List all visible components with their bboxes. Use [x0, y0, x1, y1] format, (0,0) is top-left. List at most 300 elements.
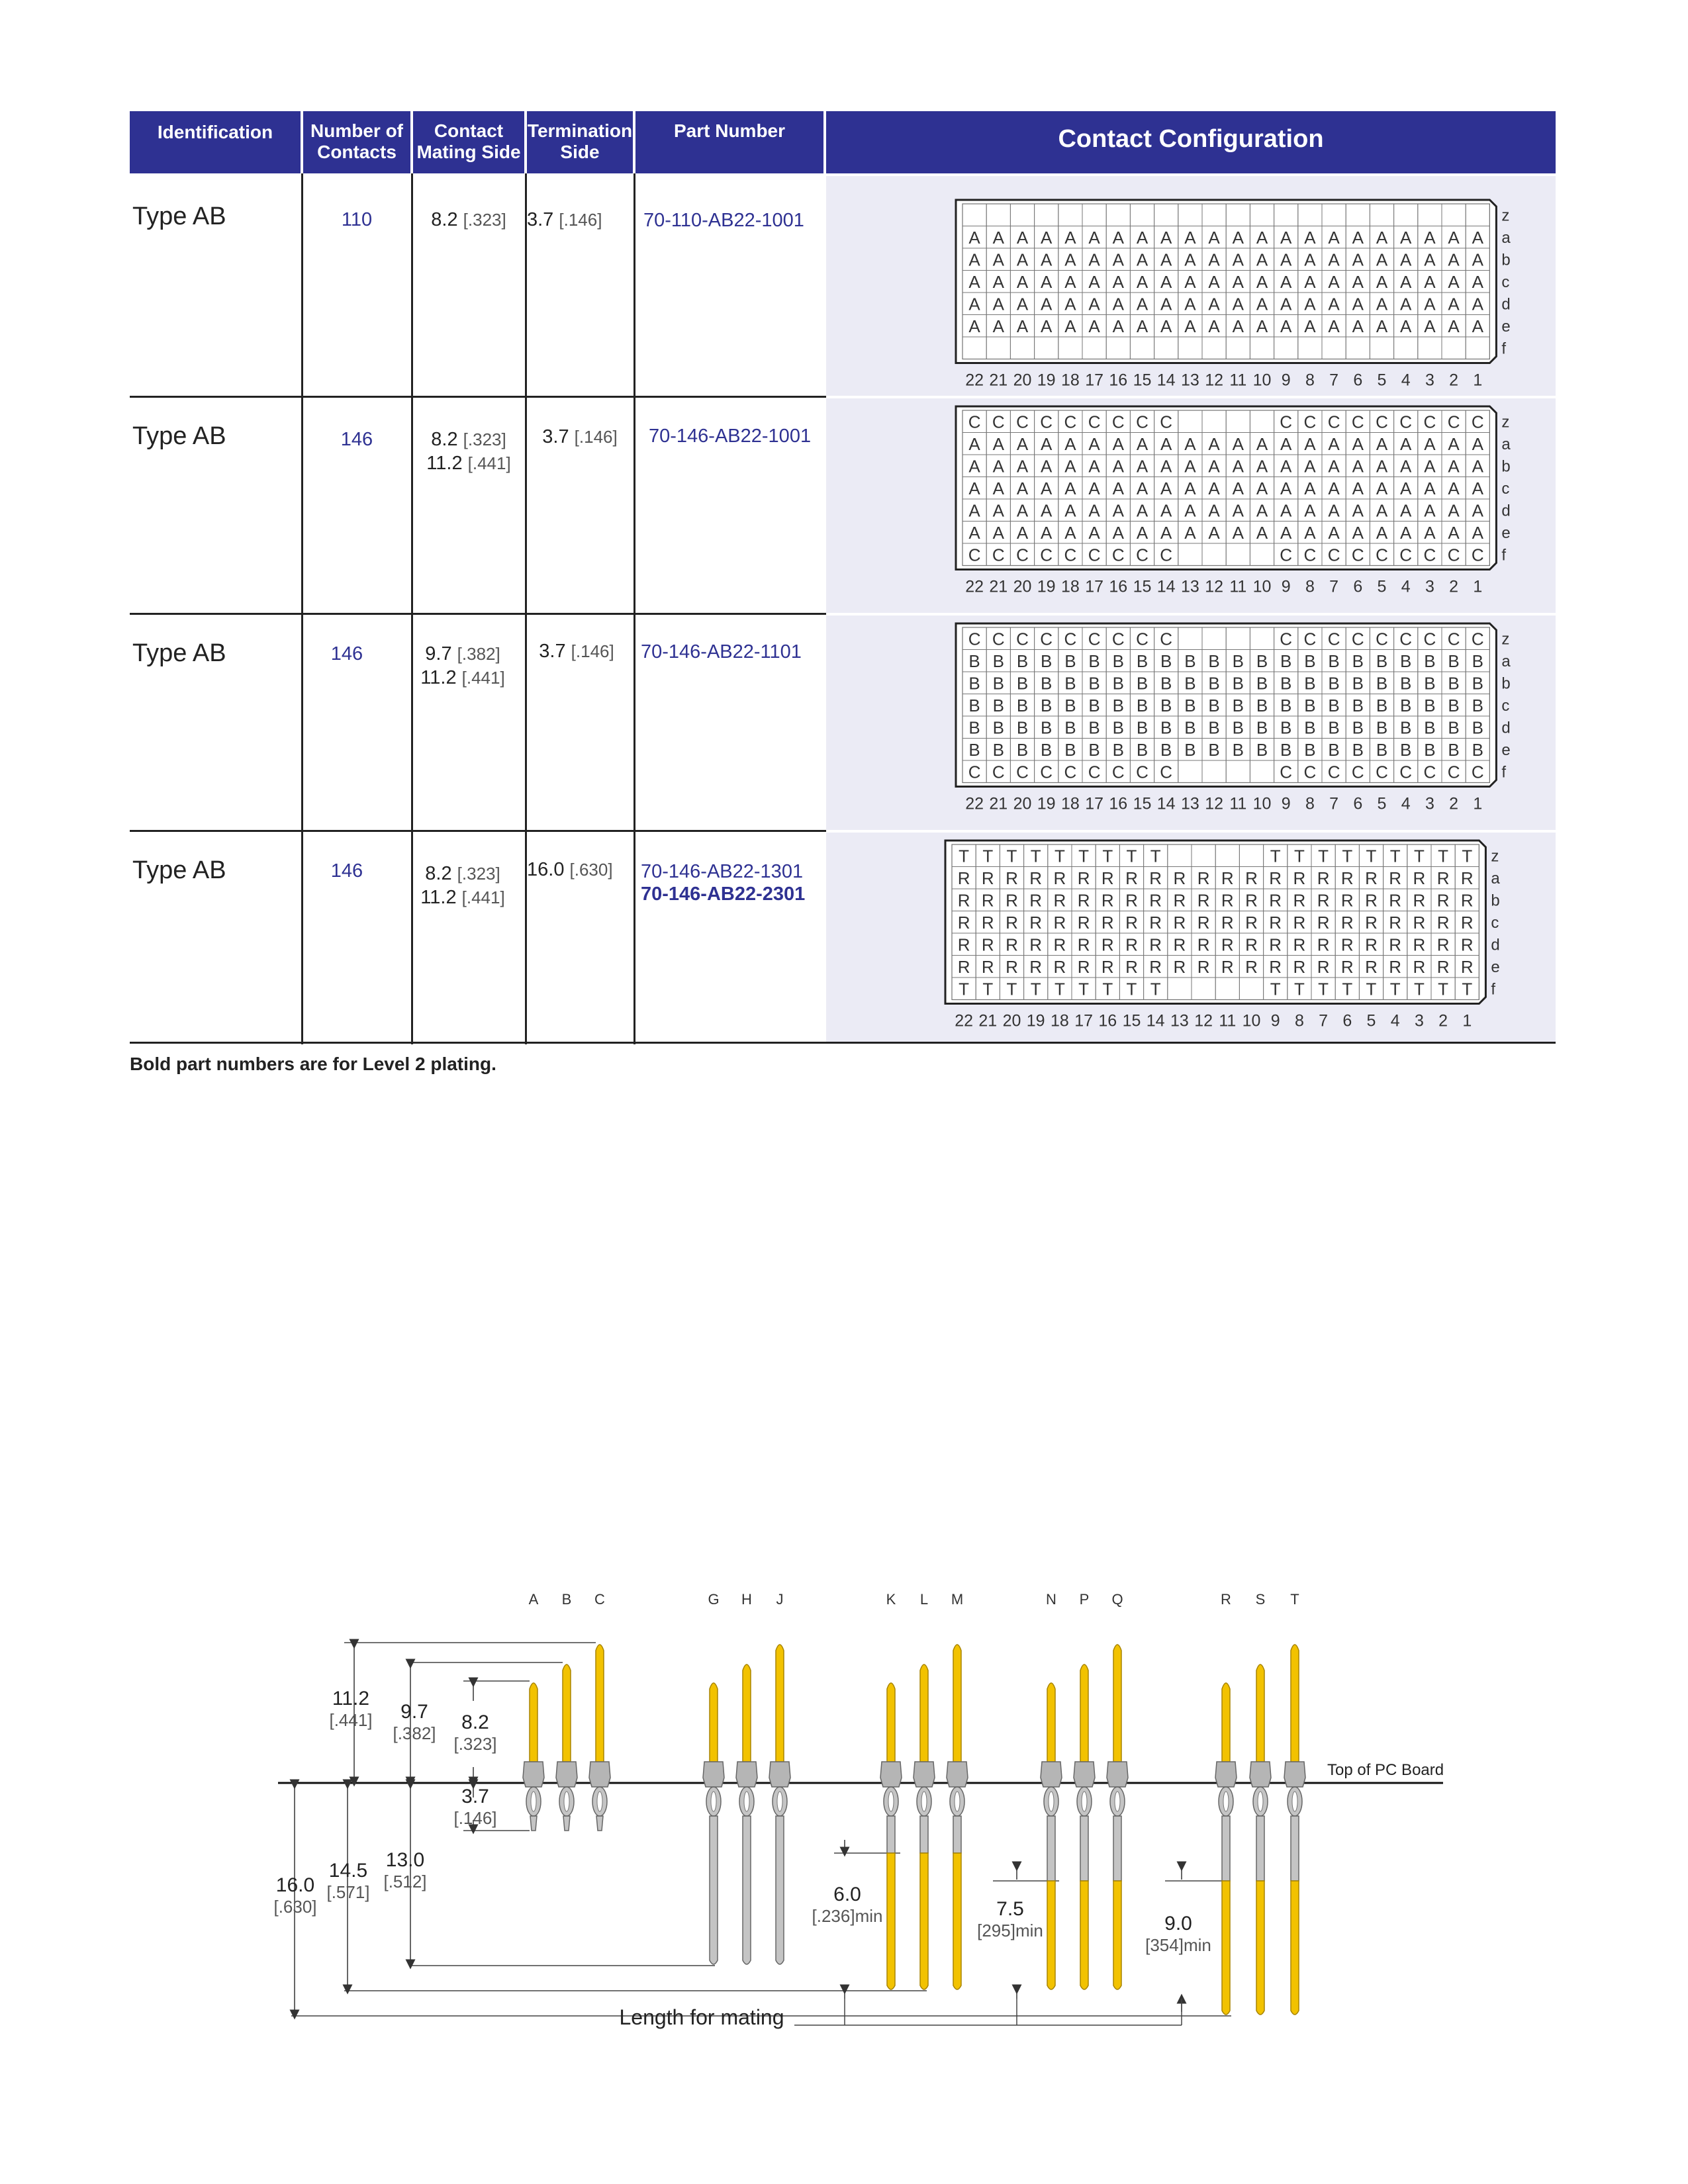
contact-letter: T — [1366, 846, 1377, 866]
part-number-cell — [641, 641, 802, 663]
pin-letter: C — [594, 1591, 605, 1608]
position-number: 5 — [1366, 1011, 1376, 1030]
position-number: 17 — [1085, 794, 1104, 813]
position-number: 8 — [1305, 371, 1315, 390]
contact-letter: B — [1424, 740, 1436, 760]
contact-letter: B — [1112, 696, 1124, 715]
contact-letter: B — [968, 717, 980, 738]
contact-letter: A — [1232, 500, 1244, 521]
contact-letter: R — [981, 957, 994, 977]
contact-letter: T — [1366, 979, 1377, 999]
contact-letter: B — [992, 673, 1004, 694]
contact-letter: B — [1016, 651, 1029, 671]
pin-mating-end — [1113, 1645, 1121, 1762]
pin — [1041, 1683, 1062, 1989]
contact-letter: B — [968, 651, 980, 671]
position-number: 11 — [1229, 371, 1247, 390]
contact-letter: A — [1256, 250, 1268, 270]
inch-value: [.323] — [463, 210, 506, 230]
contact-grid — [826, 398, 1556, 613]
contact-letter: B — [1448, 717, 1460, 738]
contact-letter: A — [1448, 228, 1460, 248]
pin — [556, 1664, 577, 1831]
contact-letter: A — [1136, 478, 1149, 498]
position-number: 4 — [1390, 1011, 1400, 1030]
board-label: Top of PC Board — [1327, 1761, 1444, 1779]
pin-letter: B — [561, 1591, 572, 1608]
contact-letter: A — [1136, 272, 1149, 292]
contact-letter: R — [1149, 913, 1162, 933]
pin — [947, 1645, 968, 1989]
contact-letter: A — [1136, 316, 1149, 336]
pin — [914, 1664, 935, 1989]
contact-letter: T — [959, 846, 970, 866]
contact-letter: B — [992, 651, 1004, 671]
contact-letter: A — [1112, 250, 1124, 270]
contact-letter: T — [1102, 979, 1113, 999]
contact-letter: C — [992, 762, 1005, 782]
pin — [1074, 1664, 1095, 1989]
contact-letter: A — [968, 272, 980, 292]
pin-eye — [531, 1792, 536, 1811]
row-letter: c — [1501, 273, 1510, 291]
position-number: 18 — [1060, 794, 1080, 813]
pin-letter: J — [776, 1591, 784, 1608]
mating-value — [413, 428, 524, 451]
contact-letter: A — [1448, 456, 1460, 477]
dim-7-5-inch: [295]min — [977, 1921, 1043, 1940]
pin-mating-end — [953, 1645, 961, 1762]
contact-letter: B — [968, 673, 980, 694]
position-number: 19 — [1037, 371, 1056, 390]
contact-letter: R — [981, 890, 994, 911]
contact-letter: B — [1041, 717, 1053, 738]
position-number: 3 — [1425, 371, 1434, 390]
contact-letter: A — [1304, 272, 1316, 292]
contact-letter: A — [1352, 316, 1364, 336]
contact-letter: A — [1041, 228, 1053, 248]
contact-letter: A — [1208, 228, 1220, 248]
inch-value: [.323] — [463, 430, 506, 449]
contact-letter: A — [1112, 294, 1124, 314]
position-number: 3 — [1425, 577, 1434, 596]
contact-letter: T — [1126, 979, 1137, 999]
contact-letter: T — [1342, 846, 1353, 866]
contact-letter: A — [1328, 523, 1340, 543]
contact-letter: A — [1472, 228, 1483, 248]
contact-letter: B — [1328, 651, 1340, 671]
contact-letter: A — [1208, 500, 1220, 521]
contact-letter: R — [1317, 957, 1330, 977]
contact-letter: A — [1160, 228, 1172, 248]
contact-letter: B — [1256, 696, 1268, 715]
contact-letter: C — [1376, 629, 1388, 649]
contact-letter: A — [968, 523, 980, 543]
contact-letter: A — [1376, 456, 1388, 477]
pin-tail — [920, 1816, 928, 1853]
contact-letter: A — [1136, 434, 1149, 454]
contact-letter: A — [1400, 316, 1412, 336]
position-number: 15 — [1133, 577, 1152, 596]
contact-letter: A — [1280, 272, 1292, 292]
row-letter: c — [1501, 480, 1510, 498]
contact-letter: R — [1077, 934, 1090, 955]
position-number: 3 — [1425, 794, 1434, 813]
contact-letter: B — [1016, 740, 1029, 760]
position-number: 10 — [1242, 1011, 1261, 1030]
row-letter: f — [1501, 546, 1507, 565]
row-letter: b — [1501, 674, 1511, 693]
config-panel — [826, 615, 1556, 830]
contact-letter: C — [1111, 545, 1125, 565]
inch-value: [.146] — [574, 427, 618, 447]
contact-letter: R — [1245, 957, 1258, 977]
position-number: 6 — [1353, 371, 1363, 390]
part-number-cell — [643, 209, 804, 232]
contact-letter: A — [1376, 434, 1388, 454]
pin-letter: G — [708, 1591, 720, 1608]
contact-letter: C — [1376, 762, 1388, 782]
contact-letter: B — [1424, 673, 1436, 694]
contact-letter: B — [1256, 740, 1268, 760]
pin-letter: S — [1255, 1591, 1266, 1608]
contact-letter: R — [957, 934, 970, 955]
contact-letter: A — [1232, 478, 1244, 498]
pin-tail-gold — [1047, 1881, 1055, 1989]
contact-letter: A — [1064, 228, 1076, 248]
contact-letter: R — [957, 957, 970, 977]
contact-grid — [826, 833, 1556, 1042]
mating-bracket — [794, 1999, 1182, 2025]
contact-letter: A — [1064, 456, 1076, 477]
contact-letter: R — [1389, 913, 1402, 933]
contact-letter: A — [1136, 250, 1149, 270]
row-letter: z — [1501, 206, 1510, 225]
contact-letter: A — [1184, 294, 1196, 314]
contact-letter: A — [1376, 523, 1388, 543]
contact-letter: B — [1352, 717, 1364, 738]
dim-11-2: 11.2 — [332, 1688, 370, 1709]
dim-9-0-inch: [354]min — [1145, 1935, 1211, 1955]
position-number: 18 — [1050, 1011, 1069, 1030]
contact-letter: A — [992, 294, 1004, 314]
contact-letter: A — [1256, 523, 1268, 543]
position-number: 10 — [1252, 794, 1272, 813]
contact-letter: A — [1256, 294, 1268, 314]
mm-value: 9.7 — [425, 643, 452, 664]
position-number: 21 — [989, 371, 1008, 390]
pin-mating-end — [743, 1664, 751, 1762]
contact-letter: T — [1054, 846, 1065, 866]
contact-letter: C — [1160, 412, 1173, 432]
contact-letter: A — [1016, 316, 1029, 336]
contact-letter: T — [1054, 979, 1065, 999]
position-number: 4 — [1401, 577, 1411, 596]
contact-letter: R — [1101, 890, 1114, 911]
mating-value — [413, 451, 524, 475]
pin-body — [1074, 1762, 1095, 1787]
pin-letter: P — [1079, 1591, 1090, 1608]
contact-letter: T — [959, 979, 970, 999]
contact-letter: A — [1232, 523, 1244, 543]
pin — [1250, 1664, 1271, 2015]
position-number: 11 — [1229, 577, 1247, 596]
contact-letter: C — [992, 629, 1005, 649]
contact-letter: A — [1400, 228, 1412, 248]
contact-letter: A — [1064, 434, 1076, 454]
position-number: 1 — [1473, 371, 1483, 390]
inch-value: [.441] — [467, 453, 511, 473]
contact-letter: B — [1160, 696, 1172, 715]
contact-letter: B — [992, 696, 1004, 715]
pin-body — [736, 1762, 757, 1787]
contact-letter: C — [1376, 412, 1388, 432]
contact-letter: R — [1173, 957, 1186, 977]
mm-value: 8.2 — [431, 429, 458, 450]
contact-letter: C — [1064, 545, 1077, 565]
mm-value: 3.7 — [527, 209, 554, 230]
contact-letter: B — [1280, 651, 1292, 671]
contact-letter: A — [968, 478, 980, 498]
contact-letter: A — [1280, 500, 1292, 521]
pin — [1215, 1683, 1237, 2015]
mating-value — [413, 666, 512, 690]
contact-letter: A — [1304, 316, 1316, 336]
contact-letter: A — [1064, 250, 1076, 270]
contact-letter: A — [1328, 250, 1340, 270]
position-number: 14 — [1156, 371, 1176, 390]
contact-letter: C — [968, 762, 981, 782]
contact-letter: R — [1101, 957, 1114, 977]
contact-letter: R — [1293, 913, 1306, 933]
pin-letter: H — [741, 1591, 752, 1608]
contact-letter: A — [1352, 478, 1364, 498]
contact-letter: C — [1423, 412, 1436, 432]
header-contact-mating-side — [413, 111, 524, 173]
pin-body — [914, 1762, 935, 1787]
mating-cell — [413, 428, 524, 475]
contact-letter: A — [1448, 294, 1460, 314]
inch-value: [.382] — [457, 644, 500, 664]
contact-letter: A — [1184, 250, 1196, 270]
contact-letter: A — [1472, 478, 1483, 498]
termination-cell — [527, 639, 626, 663]
contact-letter: B — [1232, 696, 1244, 715]
contact-letter: R — [1245, 890, 1258, 911]
pin-eye — [597, 1792, 602, 1811]
contact-letter: A — [1448, 272, 1460, 292]
contact-letter: B — [1232, 717, 1244, 738]
contact-letter: A — [1448, 250, 1460, 270]
pin-eye — [1049, 1792, 1054, 1811]
contact-letter: A — [1112, 272, 1124, 292]
header-identification: Identification — [130, 111, 301, 173]
contact-letter: R — [1460, 868, 1474, 888]
contact-letter: A — [1208, 272, 1220, 292]
contact-letter: A — [1184, 316, 1196, 336]
contact-letter: B — [1232, 673, 1244, 694]
contact-letter: A — [1304, 250, 1316, 270]
pin-mating-end — [887, 1683, 895, 1762]
position-number: 21 — [989, 794, 1008, 813]
contact-letter: C — [1064, 629, 1077, 649]
contact-letter: A — [1424, 316, 1436, 336]
contact-letter: B — [1088, 696, 1100, 715]
position-number: 10 — [1252, 577, 1272, 596]
contact-letter: R — [1436, 890, 1450, 911]
contact-letter: R — [957, 868, 970, 888]
header-line: Contact — [434, 120, 504, 141]
identification-cell: Type AB — [132, 639, 226, 667]
plating-note: Bold part numbers are for Level 2 plating. — [130, 1054, 496, 1074]
termination-cell — [527, 858, 620, 882]
contact-letter: A — [1064, 316, 1076, 336]
contact-letter: B — [1016, 673, 1029, 694]
pin — [1107, 1645, 1128, 1989]
dim-3-7: 3.7 — [461, 1786, 489, 1807]
table-header — [130, 111, 1556, 173]
contact-letter: R — [1340, 934, 1354, 955]
position-number: 10 — [1252, 371, 1272, 390]
contact-letter: C — [1088, 545, 1101, 565]
mating-value — [413, 886, 512, 909]
contact-letter: A — [1472, 316, 1483, 336]
mm-value: 8.2 — [431, 209, 458, 230]
position-number: 15 — [1122, 1011, 1141, 1030]
contact-letter: B — [1208, 651, 1220, 671]
part-number: 70-146-AB22-1301 — [641, 861, 804, 882]
contact-letter: B — [1256, 651, 1268, 671]
contact-letter: B — [1184, 673, 1196, 694]
contact-letter: A — [1328, 434, 1340, 454]
contact-letter: A — [1041, 294, 1053, 314]
contact-letter: C — [1327, 629, 1340, 649]
contact-letter: A — [1256, 316, 1268, 336]
contact-letter: A — [1472, 434, 1483, 454]
contact-letter: R — [1245, 868, 1258, 888]
position-number: 18 — [1060, 577, 1080, 596]
contact-letter: A — [1472, 500, 1483, 521]
position-number: 3 — [1414, 1011, 1424, 1030]
contacts-cell: 146 — [330, 860, 363, 882]
row-letter: d — [1501, 295, 1511, 314]
contact-letter: A — [1424, 434, 1436, 454]
position-number: 22 — [965, 371, 984, 390]
contact-letter: B — [1400, 651, 1412, 671]
config-panel — [826, 176, 1556, 396]
contact-letter: A — [1088, 272, 1100, 292]
contact-letter: A — [1376, 272, 1388, 292]
contact-letter: B — [992, 717, 1004, 738]
position-number: 4 — [1401, 371, 1411, 390]
contact-letter: R — [1436, 868, 1450, 888]
pin-eye — [921, 1792, 927, 1811]
position-number: 13 — [1180, 577, 1199, 596]
contact-letter: A — [1160, 456, 1172, 477]
contact-letter: R — [981, 868, 994, 888]
contact-letter: B — [1376, 673, 1388, 694]
contact-letter: A — [1256, 478, 1268, 498]
contact-letter: B — [1280, 673, 1292, 694]
position-number: 6 — [1353, 577, 1363, 596]
mm-value: 16.0 — [527, 859, 565, 880]
mating-cell — [413, 642, 512, 690]
contact-table — [130, 111, 1556, 1044]
pin-body — [556, 1762, 577, 1787]
contact-letter: A — [968, 250, 980, 270]
contact-letter: R — [1460, 913, 1474, 933]
contact-letter: T — [1462, 979, 1473, 999]
dim-3-7-inch: [.146] — [453, 1808, 497, 1828]
contact-letter: A — [992, 456, 1004, 477]
pin-letter: M — [951, 1591, 964, 1608]
contact-letter: B — [1184, 717, 1196, 738]
contact-letter: R — [1077, 957, 1090, 977]
contact-letter: C — [968, 412, 981, 432]
row-letter: e — [1491, 958, 1500, 976]
pin-eye — [1223, 1792, 1229, 1811]
contact-letter: B — [1184, 740, 1196, 760]
contact-letter: C — [1423, 629, 1436, 649]
pin-body — [523, 1762, 544, 1787]
pin-body — [1041, 1762, 1062, 1787]
position-number: 14 — [1146, 1011, 1165, 1030]
contact-letter: A — [1424, 456, 1436, 477]
position-number: 12 — [1205, 577, 1224, 596]
contact-letter: C — [1303, 629, 1317, 649]
contact-letter: B — [1088, 740, 1100, 760]
contact-letter: A — [1256, 500, 1268, 521]
contact-letter: B — [1136, 651, 1149, 671]
contact-letter: C — [1088, 762, 1101, 782]
contact-letter: B — [1256, 673, 1268, 694]
contact-letter: A — [1256, 456, 1268, 477]
contact-letter: C — [1423, 545, 1436, 565]
pin-eye — [955, 1792, 960, 1811]
contact-letter: B — [1041, 651, 1053, 671]
contact-letter: B — [1400, 696, 1412, 715]
position-number: 15 — [1133, 794, 1152, 813]
contact-letter: A — [1424, 523, 1436, 543]
pin-body — [589, 1762, 610, 1787]
row-letter: z — [1501, 413, 1510, 432]
contact-letter: A — [1472, 272, 1483, 292]
contact-letter: C — [1303, 412, 1317, 432]
contact-letter: R — [1293, 957, 1306, 977]
contact-letter: C — [1040, 545, 1053, 565]
row-letter: c — [1491, 914, 1499, 932]
pin-tail — [743, 1816, 751, 1964]
contact-letter: T — [1293, 846, 1305, 866]
dim-14-5: 14.5 — [328, 1860, 368, 1882]
row-letter: a — [1501, 653, 1511, 670]
position-number: 12 — [1205, 794, 1224, 813]
contact-letter: T — [1030, 846, 1041, 866]
contact-letter: R — [1149, 957, 1162, 977]
contact-letter: A — [1016, 500, 1029, 521]
contact-letter: R — [1077, 890, 1090, 911]
contact-letter: R — [1269, 890, 1282, 911]
pin-mating-end — [1256, 1664, 1264, 1762]
position-number: 8 — [1305, 794, 1315, 813]
position-number: 16 — [1109, 794, 1128, 813]
contact-letter: R — [1365, 957, 1378, 977]
dim-9-0: 9.0 — [1164, 1913, 1192, 1934]
contact-letter: B — [1352, 740, 1364, 760]
contact-letter: R — [1317, 890, 1330, 911]
contact-letter: A — [1160, 500, 1172, 521]
contact-letter: A — [992, 523, 1004, 543]
